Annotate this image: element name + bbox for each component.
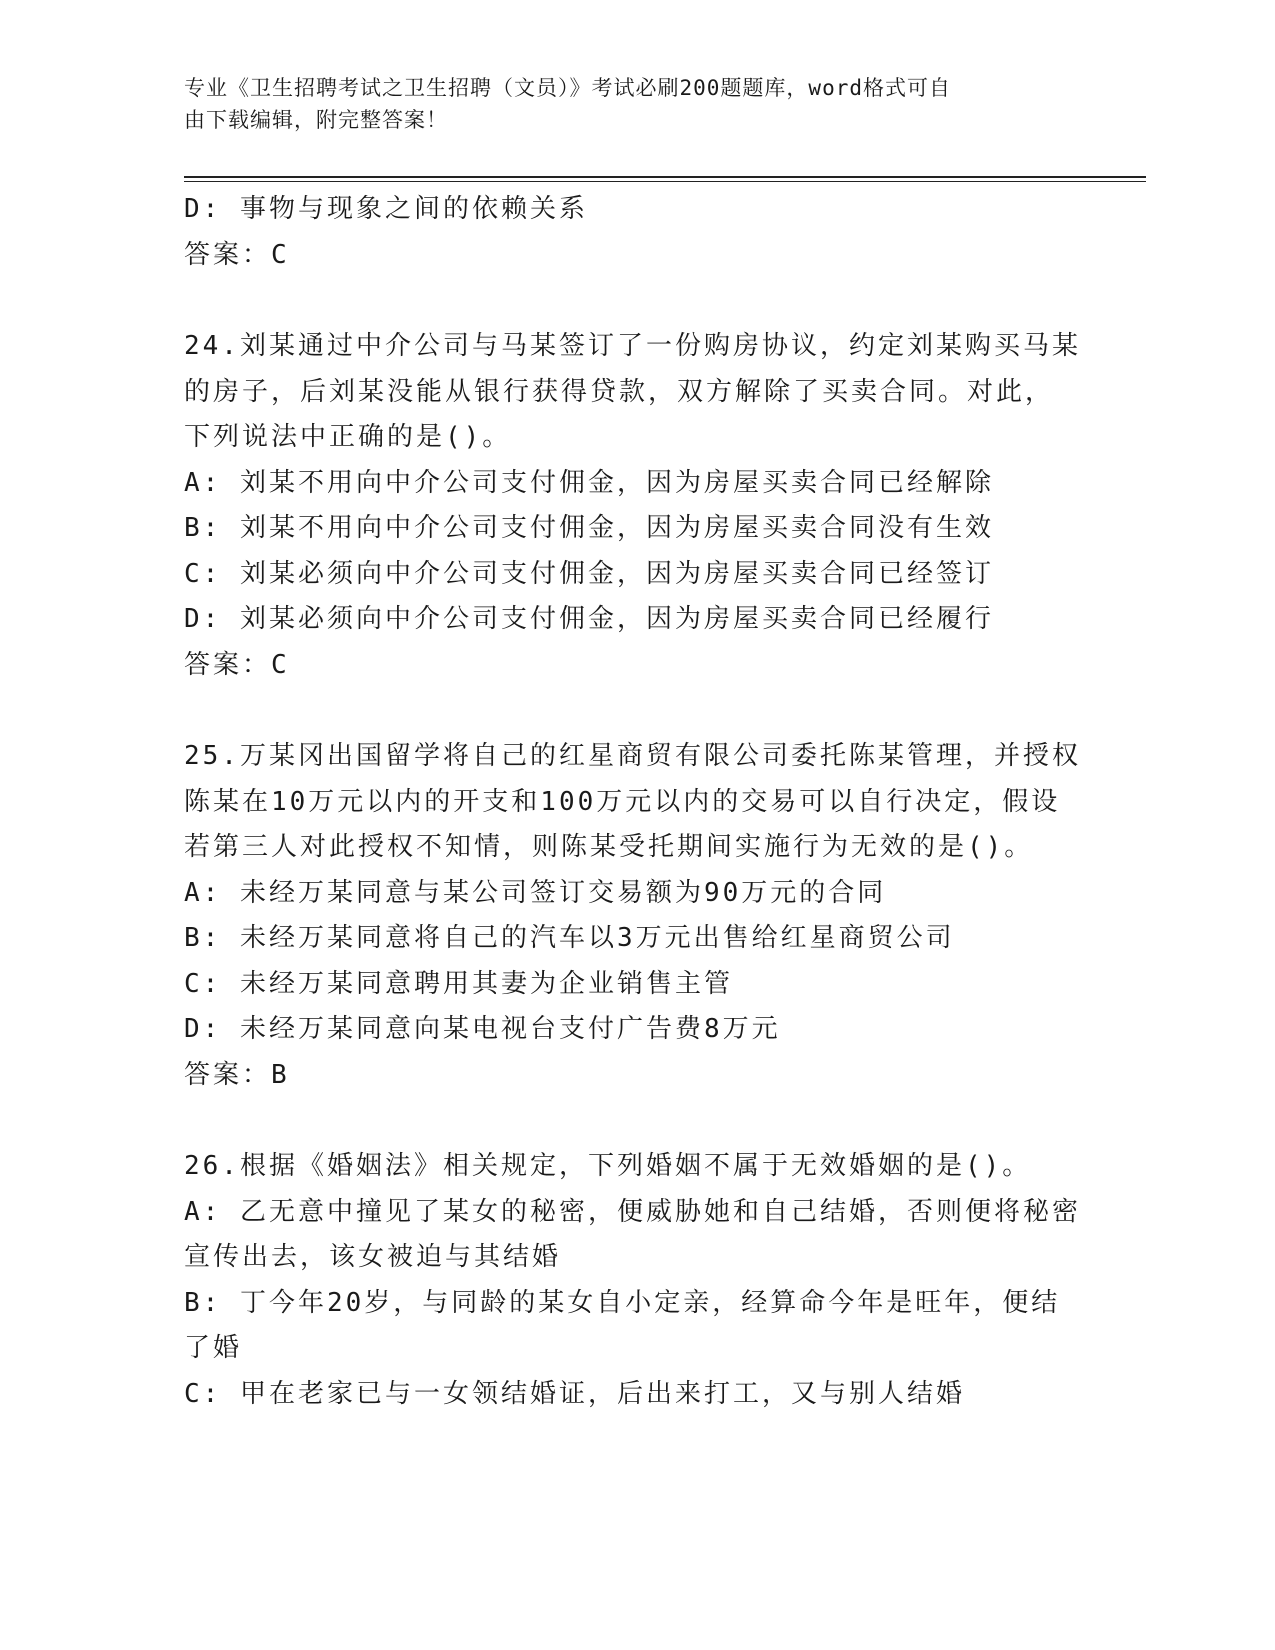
option-c: C: 甲在老家已与一女领结婚证，后出来打工，又与别人结婚 xyxy=(184,1378,965,1409)
question-25 xyxy=(184,734,1084,1098)
option-b-continued: 了婚 xyxy=(184,1333,243,1363)
option-a: A: 未经万某同意与某公司签订交易额为90万元的合同 xyxy=(184,877,887,908)
document-header xyxy=(184,72,1064,136)
header-line: 专业《卫生招聘考试之卫生招聘（文员）》考试必刷200题题库，word格式可自 xyxy=(184,76,951,100)
question-text: 25.万某冈出国留学将自己的红星商贸有限公司委托陈某管理，并授权 xyxy=(184,741,1081,771)
option-a: A: 乙无意中撞见了某女的秘密，便威胁她和自己结婚，否则便将秘密 xyxy=(184,1196,1081,1227)
question-text: 下列说法中正确的是()。 xyxy=(184,422,512,452)
option-a-continued: 宣传出去，该女被迫与其结婚 xyxy=(184,1242,562,1272)
question-text: 24.刘某通过中介公司与马某签订了一份购房协议，约定刘某购买马某 xyxy=(184,331,1081,361)
option-c: C: 刘某必须向中介公司支付佣金，因为房屋买卖合同已经签订 xyxy=(184,558,994,589)
option-a: A: 刘某不用向中介公司支付佣金，因为房屋买卖合同已经解除 xyxy=(184,467,994,498)
option-c: C: 未经万某同意聘用其妻为企业销售主管 xyxy=(184,968,733,999)
option-b: B: 未经万某同意将自己的汽车以3万元出售给红星商贸公司 xyxy=(184,923,955,953)
question-text: 26.根据《婚姻法》相关规定，下列婚姻不属于无效婚姻的是()。 xyxy=(184,1151,1032,1181)
previous-question-tail xyxy=(184,187,1084,278)
option-d: D: 刘某必须向中介公司支付佣金，因为房屋买卖合同已经履行 xyxy=(184,604,994,634)
option-b: B: 丁今年20岁，与同龄的某女自小定亲，经算命今年是旺年，便结 xyxy=(184,1287,1061,1318)
option-b: B: 刘某不用向中介公司支付佣金，因为房屋买卖合同没有生效 xyxy=(184,513,994,543)
question-text: 陈某在10万元以内的开支和100万元以内的交易可以自行决定，假设 xyxy=(184,786,1061,817)
question-text: 的房子，后刘某没能从银行获得贷款，双方解除了买卖合同。对此， xyxy=(184,376,1055,407)
answer: 答案：C xyxy=(184,649,290,680)
option-d: D: 事物与现象之间的依赖关系 xyxy=(184,194,588,224)
header-line: 由下载编辑，附完整答案！ xyxy=(184,108,448,132)
header-divider xyxy=(184,176,1146,178)
question-26 xyxy=(184,1144,1084,1417)
answer: 答案：B xyxy=(184,1059,290,1090)
document-body xyxy=(184,187,1084,1417)
answer: 答案：C xyxy=(184,239,290,270)
header-divider-thin xyxy=(184,181,1146,182)
question-text: 若第三人对此授权不知情，则陈某受托期间实施行为无效的是()。 xyxy=(184,832,1034,862)
option-d: D: 未经万某同意向某电视台支付广告费8万元 xyxy=(184,1014,781,1044)
question-24 xyxy=(184,324,1084,688)
